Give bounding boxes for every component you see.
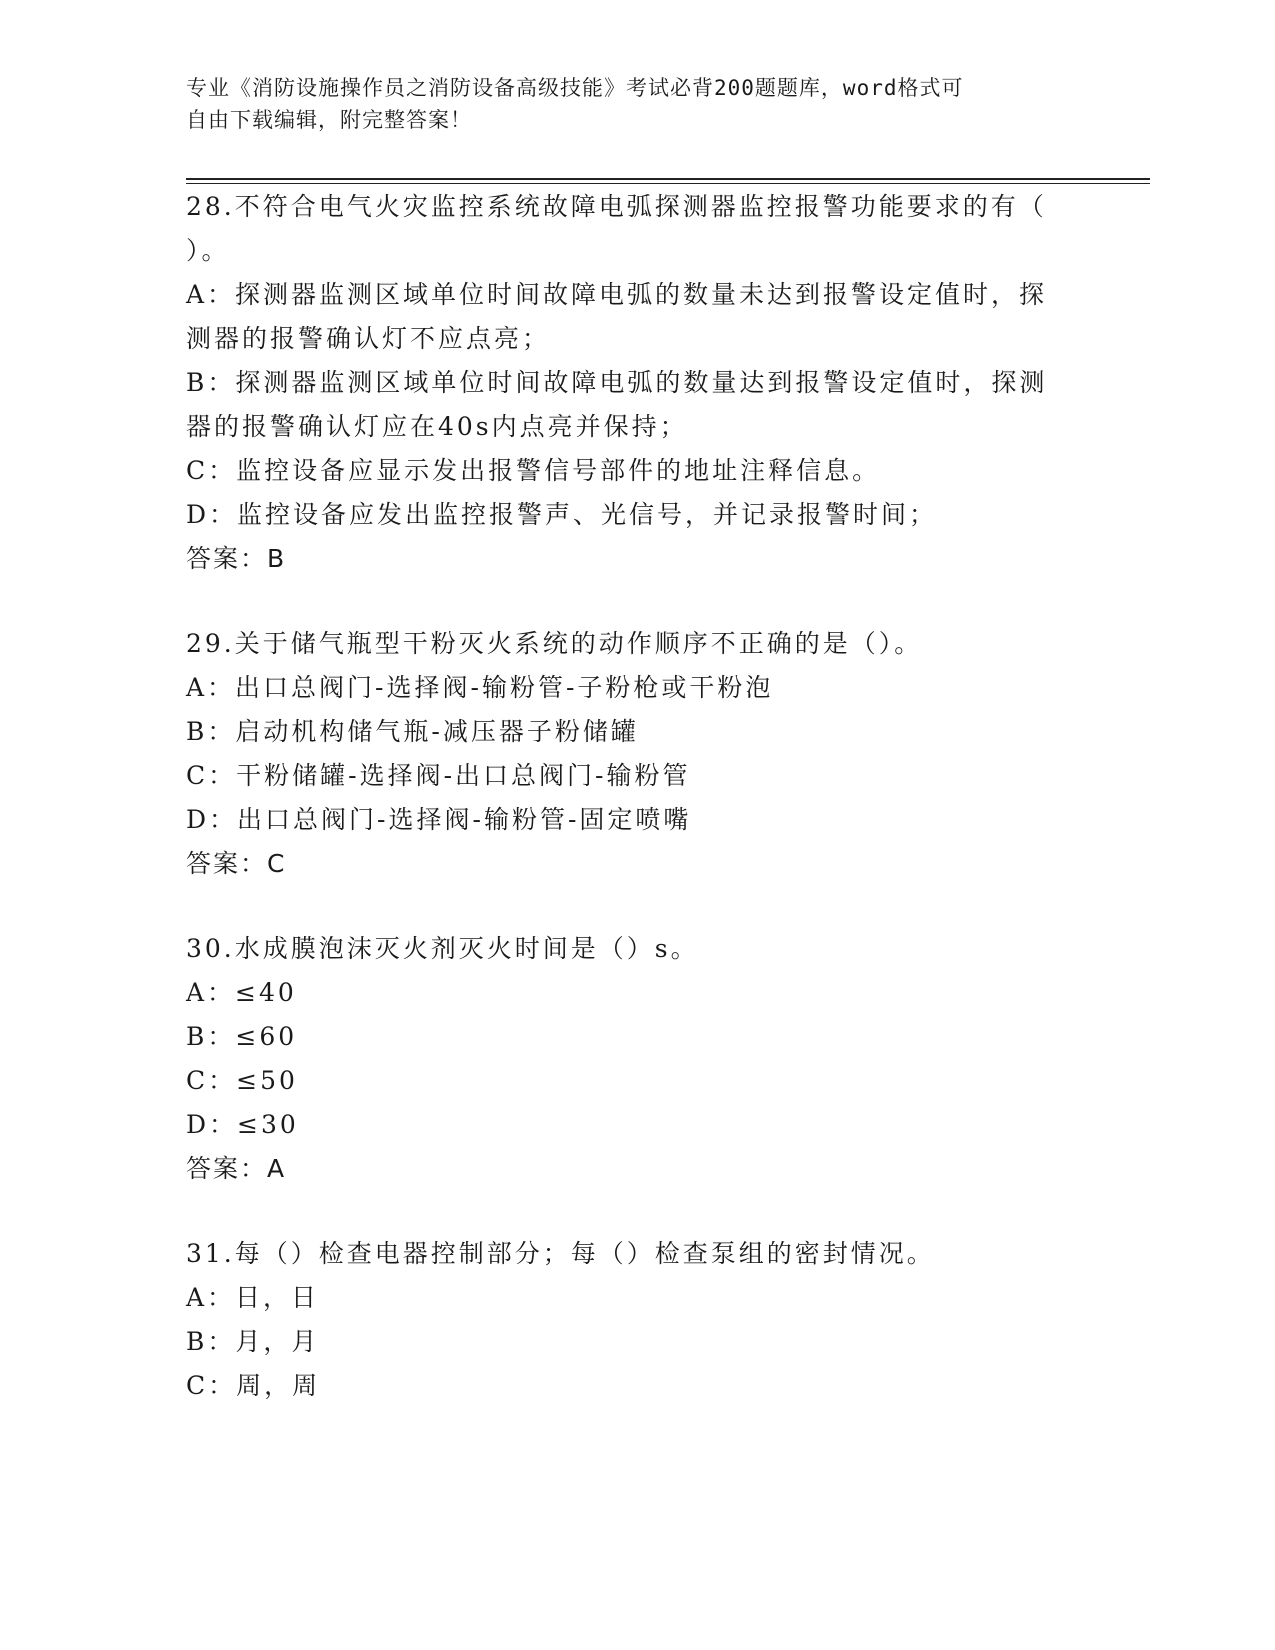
header-rule-thick (186, 178, 1150, 180)
question-28-option-b-line-1: B：探测器监测区域单位时间故障电弧的数量达到报警设定值时，探测 (186, 368, 1048, 397)
question-28-stem-line-2: ）。 (186, 236, 230, 265)
question-31-option-a: A：日，日 (186, 1283, 320, 1312)
question-28-option-d: D：监控设备应发出监控报警声、光信号，并记录报警时间； (186, 500, 938, 529)
question-31-option-c: C：周，周 (186, 1371, 321, 1400)
question-29-option-c: C：干粉储罐-选择阀-出口总阀门-输粉管 (186, 761, 691, 790)
header-rule-thin (186, 183, 1150, 184)
question-28-option-a-line-1: A：探测器监测区域单位时间故障电弧的数量未达到报警设定值时，探 (186, 280, 1048, 309)
header-line-2: 自由下载编辑，附完整答案！ (186, 108, 472, 132)
question-28-stem-line-1: 28.不符合电气火灾监控系统故障电弧探测器监控报警功能要求的有（ (186, 192, 1047, 221)
question-29-answer: 答案：C (186, 849, 287, 878)
question-30-stem: 30.水成膜泡沫灭火剂灭火时间是（）s。 (186, 934, 699, 963)
header-line-1: 专业《消防设施操作员之消防设备高级技能》考试必背200题题库，word格式可 (186, 76, 964, 100)
question-31-option-b: B：月，月 (186, 1327, 320, 1356)
question-30-option-b: B：≤60 (186, 1022, 298, 1051)
question-28-option-c: C：监控设备应显示发出报警信号部件的地址注释信息。 (186, 456, 881, 485)
question-29-option-a: A：出口总阀门-选择阀-输粉管-子粉枪或干粉泡 (186, 673, 774, 702)
document-header (186, 72, 1066, 136)
question-28-option-a-line-2: 测器的报警确认灯不应点亮； (186, 324, 551, 353)
question-29-option-b: B：启动机构储气瓶-减压器子粉储罐 (186, 717, 639, 746)
question-30-option-c: C：≤50 (186, 1066, 298, 1095)
question-29-option-d: D：出口总阀门-选择阀-输粉管-固定喷嘴 (186, 805, 692, 834)
question-28-answer: 答案：B (186, 544, 287, 573)
question-31-stem: 31.每（）检查电器控制部分；每（）检查泵组的密封情况。 (186, 1239, 935, 1268)
question-30-answer: 答案：A (186, 1154, 287, 1183)
question-30-option-d: D：≤30 (186, 1110, 299, 1139)
question-28-option-b-line-2: 器的报警确认灯应在40s内点亮并保持； (186, 412, 688, 441)
question-29-stem: 29.关于储气瓶型干粉灭火系统的动作顺序不正确的是（）。 (186, 629, 923, 658)
question-30-option-a: A：≤40 (186, 978, 297, 1007)
